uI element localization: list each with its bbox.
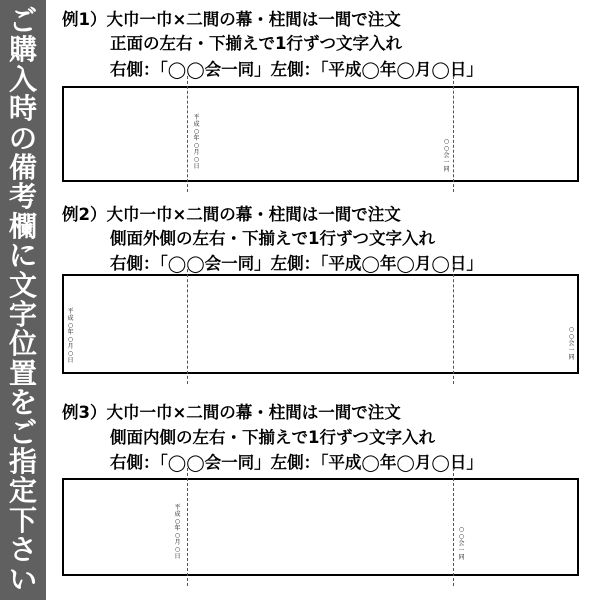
side-banner-char: 定 bbox=[8, 474, 37, 508]
example-2-line-2: 側面外側の左右・下揃えで1行ずつ文字入れ bbox=[110, 229, 435, 248]
example-3-line-1: 例3）大巾一巾×二間の幕・柱間は一間で注文 bbox=[62, 403, 401, 422]
example-3-label: 例3） bbox=[62, 403, 107, 422]
side-banner-char: 指 bbox=[8, 445, 37, 478]
side-banner-char: い bbox=[8, 562, 37, 596]
side-banner-char: 入 bbox=[8, 62, 37, 96]
side-banner-char: に bbox=[8, 239, 37, 273]
example-2-left-divider bbox=[187, 264, 188, 384]
side-banner-char: さ bbox=[8, 533, 37, 567]
side-banner bbox=[0, 0, 46, 600]
side-banner-char: ご bbox=[8, 415, 37, 449]
example-3-date-text: 平成○年○月○日 bbox=[174, 504, 181, 560]
side-banner-char: 考 bbox=[8, 180, 37, 214]
example-1-line-2: 正面の左右・下揃えで1行ずつ文字入れ bbox=[110, 34, 402, 53]
example-2-date-text: 平成○年○月○日 bbox=[67, 308, 74, 364]
example-1-group-text: ○○会一同 bbox=[443, 138, 450, 173]
example-2-curtain bbox=[62, 274, 579, 374]
example-1-date-text: 平成○年○月○日 bbox=[193, 114, 200, 170]
side-banner-char: 字 bbox=[8, 298, 37, 331]
example-2-right-divider bbox=[453, 264, 454, 384]
side-banner-char: 下 bbox=[8, 503, 37, 537]
example-3-group-text: ○○会一同 bbox=[458, 526, 465, 561]
side-banner-char: 文 bbox=[8, 268, 37, 302]
example-2-line-1: 例2）大巾一巾×二間の幕・柱間は一間で注文 bbox=[62, 205, 401, 224]
side-banner-char: ご bbox=[8, 4, 37, 37]
side-banner-char: を bbox=[8, 386, 37, 420]
example-3-line-2: 側面内側の左右・下揃えで1行ずつ文字入れ bbox=[110, 428, 435, 447]
example-1-line-3: 右側：「◯◯会一同」左側：「平成◯年◯月◯日」 bbox=[110, 60, 483, 79]
example-3-left-divider bbox=[187, 468, 188, 586]
side-banner-char: 位 bbox=[8, 327, 37, 361]
example-3-line-3: 右側：「◯◯会一同」左側：「平成◯年◯月◯日」 bbox=[110, 453, 483, 472]
side-banner-char: 備 bbox=[8, 151, 37, 184]
example-3-curtain bbox=[62, 478, 579, 576]
side-banner-char: 時 bbox=[8, 92, 37, 126]
example-1-left-divider bbox=[187, 76, 188, 192]
example-2-line-3: 右側：「◯◯会一同」左側：「平成◯年◯月◯日」 bbox=[110, 254, 483, 273]
example-1-right-divider bbox=[453, 76, 454, 192]
example-3-right-divider bbox=[453, 468, 454, 586]
side-banner-char: 購 bbox=[8, 33, 37, 67]
side-banner-char: 置 bbox=[8, 356, 37, 390]
side-banner-char: の bbox=[8, 121, 37, 155]
example-1-curtain bbox=[62, 86, 579, 182]
example-2-label: 例2） bbox=[62, 205, 107, 224]
example-1-label: 例1） bbox=[62, 10, 107, 29]
side-banner-char: 欄 bbox=[8, 209, 37, 243]
example-1-line-1: 例1）大巾一巾×二間の幕・柱間は一間で注文 bbox=[62, 10, 401, 29]
example-2-group-text: ○○会一同 bbox=[568, 326, 575, 361]
